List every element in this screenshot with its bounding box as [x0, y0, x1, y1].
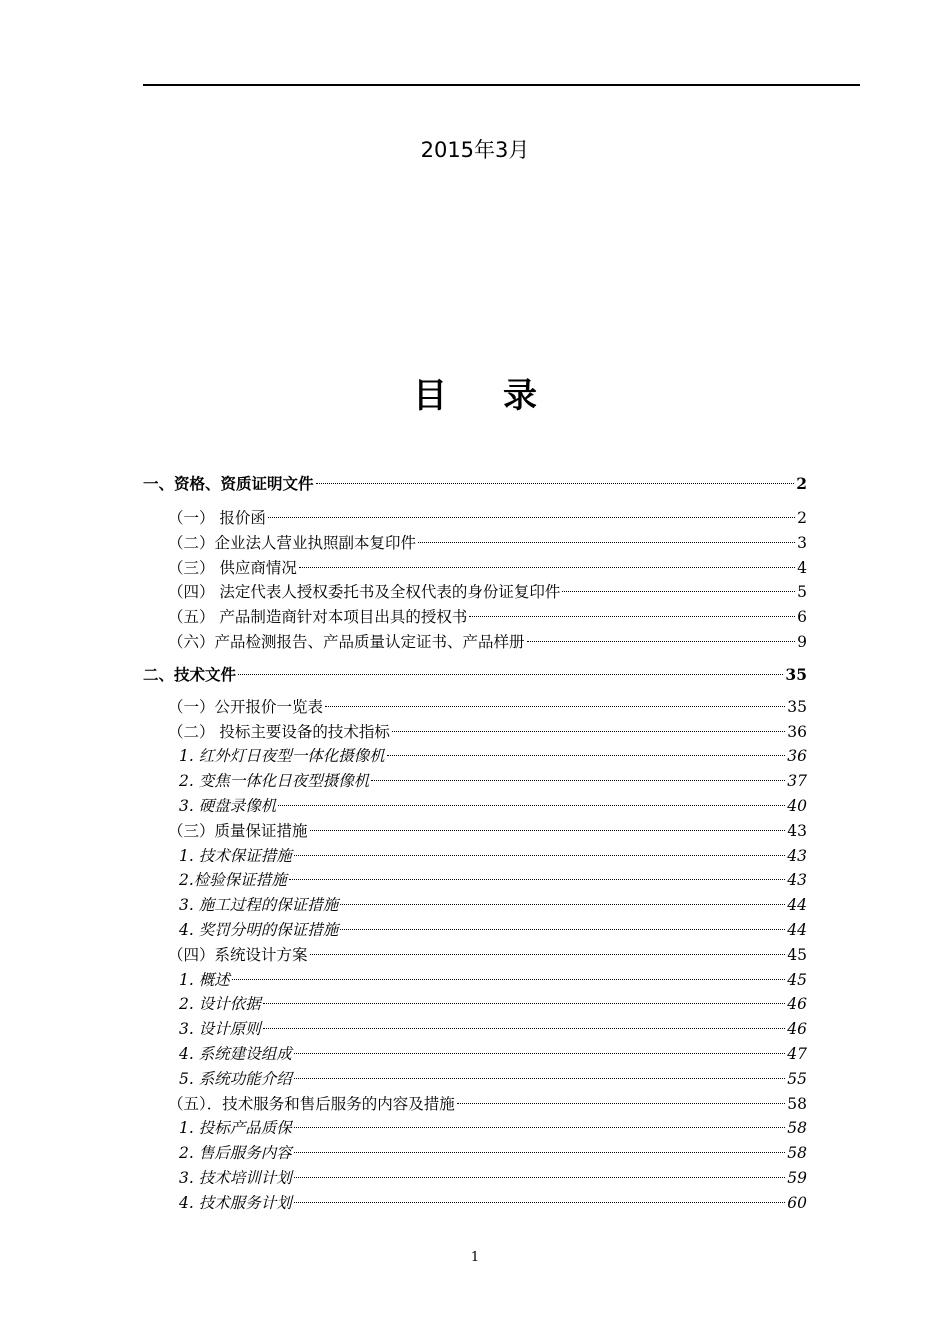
toc-leader-dots	[263, 1028, 786, 1029]
toc-entry-label: 1. 概述	[179, 970, 230, 989]
toc-entry-page: 55	[787, 1069, 807, 1088]
toc-leader-dots	[340, 904, 785, 905]
table-of-contents	[143, 472, 807, 1216]
toc-leader-dots	[371, 780, 785, 781]
toc-entry-page: 35	[785, 664, 807, 684]
page-number: 1	[470, 1250, 480, 1265]
toc-entry-page: 43	[787, 821, 807, 840]
toc-entry[interactable]	[143, 992, 807, 1017]
toc-entry-page: 58	[787, 1144, 807, 1163]
toc-entry[interactable]	[143, 506, 807, 531]
toc-entry-page: 58	[787, 1094, 807, 1113]
toc-entry[interactable]	[143, 605, 807, 630]
toc-entry-label: 1. 投标产品质保	[179, 1119, 292, 1138]
toc-leader-dots	[392, 731, 785, 732]
toc-entry[interactable]	[143, 968, 807, 993]
toc-entry-page: 60	[787, 1193, 807, 1212]
toc-leader-dots	[299, 567, 795, 568]
toc-entry[interactable]	[143, 695, 807, 720]
toc-leader-dots	[316, 483, 795, 484]
document-date: 2015年3月	[420, 138, 530, 162]
toc-entry[interactable]	[143, 1141, 807, 1166]
toc-entry[interactable]	[143, 663, 807, 687]
toc-leader-dots	[268, 517, 795, 518]
toc-leader-dots	[418, 542, 795, 543]
toc-leader-dots	[310, 954, 786, 955]
toc-entry-page: 35	[787, 697, 807, 716]
toc-entry-page: 4	[797, 558, 807, 577]
toc-entry-page: 5	[797, 583, 807, 602]
toc-entry-page: 47	[787, 1044, 807, 1063]
toc-entry[interactable]	[143, 1166, 807, 1191]
toc-entry-label: 3. 硬盘录像机	[179, 796, 277, 815]
toc-entry-label: 3. 施工过程的保证措施	[179, 896, 339, 915]
toc-entry-label: （六）产品检测报告、产品质量认定证书、产品样册	[168, 632, 525, 651]
toc-entry[interactable]	[143, 893, 807, 918]
toc-entry[interactable]	[143, 918, 807, 943]
toc-entry-page: 43	[787, 871, 807, 890]
toc-entry-label: 一、资格、资质证明文件	[143, 474, 314, 493]
toc-leader-dots	[232, 979, 786, 980]
toc-entry-label: 3. 技术培训计划	[179, 1168, 292, 1187]
toc-entry-page: 2	[797, 509, 807, 527]
toc-leader-dots	[294, 1078, 786, 1079]
toc-entry-label: （四）系统设计方案	[168, 945, 308, 964]
header-rule	[143, 84, 860, 86]
toc-leader-dots	[289, 879, 785, 880]
toc-entry-page: 45	[787, 945, 807, 964]
toc-entry[interactable]	[143, 943, 807, 968]
toc-entry-page: 6	[797, 608, 807, 627]
toc-leader-dots	[238, 674, 783, 675]
toc-entry[interactable]	[143, 1067, 807, 1092]
toc-entry-label: 1. 技术保证措施	[179, 846, 292, 865]
toc-leader-dots	[562, 591, 795, 592]
toc-entry-page: 36	[787, 722, 807, 741]
toc-entry-page: 2	[796, 474, 807, 493]
toc-entry-page: 58	[787, 1119, 807, 1138]
toc-entry-page: 46	[787, 995, 807, 1014]
toc-leader-dots	[294, 855, 786, 856]
toc-entry-label: （二） 投标主要设备的技术指标	[168, 722, 390, 741]
toc-entry[interactable]	[143, 1116, 807, 1141]
toc-entry-label: （五）．技术服务和售后服务的内容及措施	[168, 1094, 455, 1113]
toc-entry[interactable]	[143, 1092, 807, 1117]
toc-entry-page: 37	[787, 772, 807, 791]
toc-entry-label: 2. 变焦一体化日夜型摄像机	[179, 772, 370, 791]
toc-entry[interactable]	[143, 868, 807, 893]
toc-entry-page: 43	[787, 846, 807, 865]
toc-entry[interactable]	[143, 580, 807, 605]
toc-leader-dots	[294, 1053, 786, 1054]
toc-entry[interactable]	[143, 844, 807, 869]
toc-entry[interactable]	[143, 472, 807, 496]
toc-entry-label: 4. 系统建设组成	[179, 1044, 292, 1063]
toc-entry[interactable]	[143, 1191, 807, 1216]
toc-entry-page: 45	[787, 970, 807, 989]
toc-leader-dots	[527, 641, 796, 642]
toc-entry-label: 1. 红外灯日夜型一体化摄像机	[179, 747, 385, 766]
toc-entry-page: 3	[797, 533, 807, 552]
toc-entry[interactable]	[143, 630, 807, 655]
toc-entry-label: 二、技术文件	[143, 664, 237, 684]
toc-leader-dots	[387, 755, 786, 756]
toc-entry-page: 40	[787, 796, 807, 815]
toc-leader-dots	[294, 1177, 786, 1178]
toc-leader-dots	[294, 1202, 786, 1203]
toc-entry-page: 9	[797, 632, 807, 651]
toc-entry-page: 59	[787, 1168, 807, 1187]
toc-entry-label: 4. 技术服务计划	[179, 1193, 292, 1212]
toc-entry[interactable]	[143, 1017, 807, 1042]
toc-entry-label: （四） 法定代表人授权委托书及全权代表的身份证复印件	[168, 583, 561, 602]
toc-leader-dots	[310, 830, 786, 831]
toc-entry[interactable]	[143, 744, 807, 769]
toc-leader-dots	[469, 616, 795, 617]
toc-entry-label: （三） 供应商情况	[168, 558, 297, 577]
toc-leader-dots	[263, 1003, 786, 1004]
toc-entry-label: 2. 售后服务内容	[179, 1144, 292, 1163]
toc-entry[interactable]	[143, 769, 807, 794]
toc-entry-label: （一）公开报价一览表	[168, 697, 324, 716]
toc-entry[interactable]	[143, 556, 807, 581]
toc-title: 目录	[413, 376, 593, 416]
toc-entry-page: 36	[787, 747, 807, 766]
toc-leader-dots	[278, 805, 785, 806]
toc-leader-dots	[340, 929, 785, 930]
toc-entry-label: 3. 设计原则	[179, 1020, 261, 1039]
toc-entry-page: 46	[787, 1020, 807, 1039]
toc-entry[interactable]	[143, 819, 807, 844]
toc-entry-label: （三）质量保证措施	[168, 821, 308, 840]
toc-entry-label: （二）企业法人营业执照副本复印件	[168, 533, 417, 552]
toc-entry[interactable]	[143, 531, 807, 556]
toc-entry[interactable]	[143, 794, 807, 819]
toc-entry[interactable]	[143, 720, 807, 745]
toc-entry-label: 5. 系统功能介绍	[179, 1069, 292, 1088]
toc-entry-label: 2. 设计依据	[179, 995, 261, 1014]
toc-entry-label: 2.检验保证措施	[179, 871, 287, 890]
toc-leader-dots	[294, 1127, 786, 1128]
toc-leader-dots	[457, 1103, 786, 1104]
toc-entry-label: （一） 报价函	[168, 509, 266, 527]
toc-entry[interactable]	[143, 1042, 807, 1067]
toc-leader-dots	[325, 706, 785, 707]
toc-entry-page: 44	[787, 896, 807, 915]
toc-entry-label: 4. 奖罚分明的保证措施	[179, 920, 339, 939]
toc-entry-page: 44	[787, 920, 807, 939]
toc-entry-label: （五） 产品制造商针对本项目出具的授权书	[168, 608, 468, 627]
toc-leader-dots	[294, 1152, 786, 1153]
